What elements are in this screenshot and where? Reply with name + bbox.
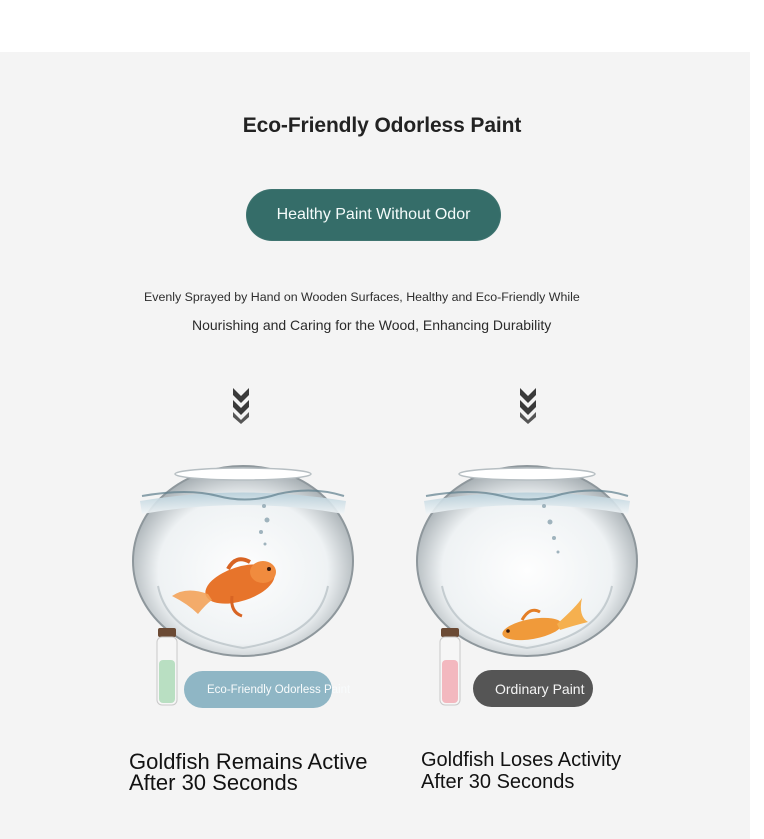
product-panel <box>0 52 750 839</box>
double-chevron-down-icon <box>517 386 539 424</box>
description-line-2: Nourishing and Caring for the Wood, Enhancing Durability <box>192 317 552 333</box>
left-caption-line-2: After 30 Seconds <box>129 770 298 795</box>
healthy-paint-badge: Healthy Paint Without Odor <box>246 189 501 241</box>
paint-sample-tube-image <box>438 628 462 706</box>
left-result-caption <box>129 751 367 793</box>
paint-sample-tube-image <box>155 628 179 706</box>
double-chevron-down-icon <box>230 386 252 424</box>
right-result-caption <box>421 749 621 793</box>
left-caption-line-1: Goldfish Remains Active <box>129 749 368 774</box>
description-line-1: Evenly Sprayed by Hand on Wooden Surfaces, Healthy and Eco-Friendly While <box>144 290 580 304</box>
ordinary-paint-label: Ordinary Paint <box>473 670 593 707</box>
eco-friendly-paint-label: Eco-Friendly Odorless Paint <box>184 671 332 708</box>
right-caption-line-2: After 30 Seconds <box>421 771 575 793</box>
right-caption-line-1: Goldfish Loses Activity <box>421 749 622 771</box>
page-title: Eco-Friendly Odorless Paint <box>242 114 522 137</box>
